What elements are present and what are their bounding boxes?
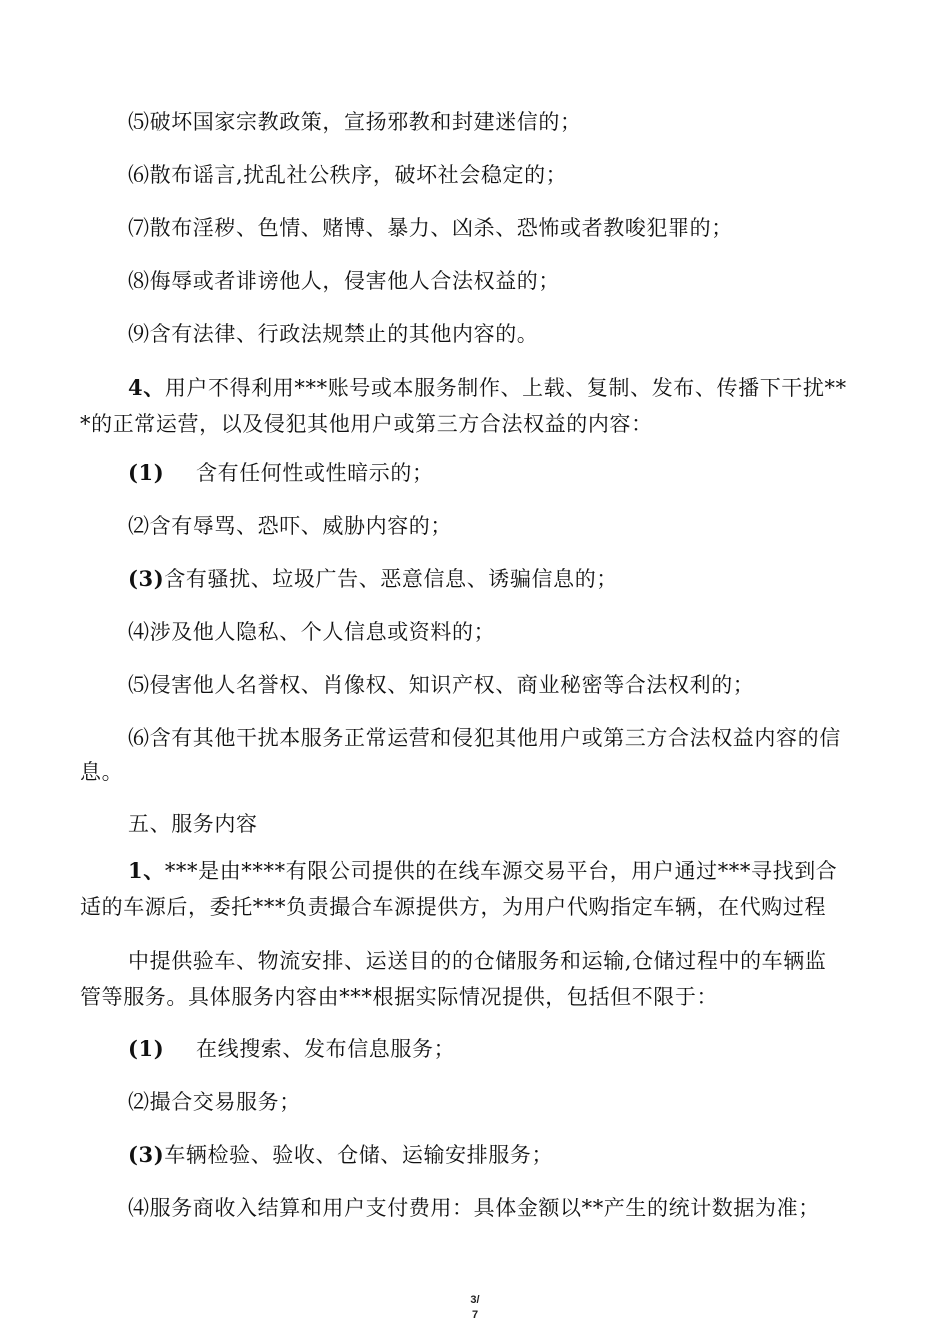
item-marker: ⑹ [128,163,150,187]
item-marker: ⑺ [128,216,150,240]
item-marker: ⑵ [128,514,150,538]
item-text: 含有其他干扰本服务正常运营和侵犯其他用户或第三方合法权益内容的信 [149,726,841,750]
heading-text: 五、服务内容 [128,812,258,836]
item-text: 侮辱或者诽谤他人，侵害他人合法权益的； [149,269,561,293]
item-text: 车辆检验、验收、仓储、运输安排服务； [164,1143,554,1167]
paragraph-text: *的正常运营，以及侵犯其他用户或第三方合法权益的内容： [80,412,653,436]
item-text: 含有法律、行政法规禁止的其他内容的。 [149,322,539,346]
paragraph-text: 中提供验车、物流安排、运送目的的仓储服务和运输,仓储过程中的车辆监 [128,949,827,973]
page-number-total: 7 [471,1309,479,1321]
paragraph-line [80,760,123,784]
item-marker: ⑻ [128,269,150,293]
list-item [128,1090,301,1114]
item-marker: (3) [128,1142,165,1167]
item-text: 服务商收入结算和用户支付费用：具体金额以**产生的统计数据为准； [149,1196,820,1220]
item-marker: (1) [128,460,165,485]
item-text: 撮合交易服务； [149,1090,301,1114]
paragraph-line [80,985,718,1009]
paragraph-line [128,949,826,973]
list-item [128,567,618,591]
list-item [128,269,560,293]
paragraph-line [128,376,847,400]
list-item [128,1143,553,1167]
item-text: 涉及他人隐私、个人信息或资料的； [149,620,496,644]
paragraph-line [80,412,653,436]
list-item [128,461,434,485]
paragraph-text: 适的车源后，委托***负责撮合车源提供方，为用户代购指定车辆，在代购过程 [80,895,827,919]
list-item [128,110,582,134]
paragraph-text: 管等服务。具体服务内容由***根据实际情况提供，包括但不限于： [80,985,719,1009]
item-text: 散布谣言,扰乱社公秩序，破坏社会稳定的； [149,163,568,187]
list-item [128,1037,455,1061]
item-marker: ⑵ [128,1090,150,1114]
item-text: 含有骚扰、垃圾广告、恶意信息、诱骗信息的； [164,567,618,591]
list-item [128,216,733,240]
item-marker: ⑷ [128,620,150,644]
item-text: 侵害他人名誉权、肖像权、知识产权、商业秘密等合法权利的； [149,673,755,697]
paragraph-text: 息。 [80,760,124,784]
list-item [128,163,567,187]
list-item [128,726,841,750]
paragraph-text: ***是由****有限公司提供的在线车源交易平台，用户通过***寻找到合 [164,859,838,883]
list-item [128,620,495,644]
item-marker: ⑹ [128,726,150,750]
list-item [128,673,754,697]
page-number-current: 3/ [470,1294,480,1306]
paragraph-text: 用户不得利用***账号或本服务制作、上载、复制、发布、传播下干扰** [164,376,847,400]
list-item [128,322,538,346]
paragraph-line [80,895,826,919]
section-heading [128,812,258,836]
item-marker: 4、 [128,375,165,400]
item-marker: ⑸ [128,673,150,697]
item-text: 含有辱骂、恐吓、威胁内容的； [149,514,453,538]
item-marker: (1) [128,1036,165,1061]
item-marker: (3) [128,566,165,591]
item-marker: 1、 [128,858,165,883]
item-marker: ⑸ [128,110,150,134]
list-item [128,1196,820,1220]
item-text: 散布淫秽、色情、赌博、暴力、凶杀、恐怖或者教唆犯罪的； [149,216,733,240]
list-item [128,514,452,538]
item-text: 破坏国家宗教政策，宣扬邪教和封建迷信的； [149,110,582,134]
item-text: 在线搜索、发布信息服务； [196,1037,456,1061]
item-marker: ⑼ [128,322,150,346]
item-marker: ⑷ [128,1196,150,1220]
item-text: 含有任何性或性暗示的； [196,461,434,485]
paragraph-line [128,859,837,883]
